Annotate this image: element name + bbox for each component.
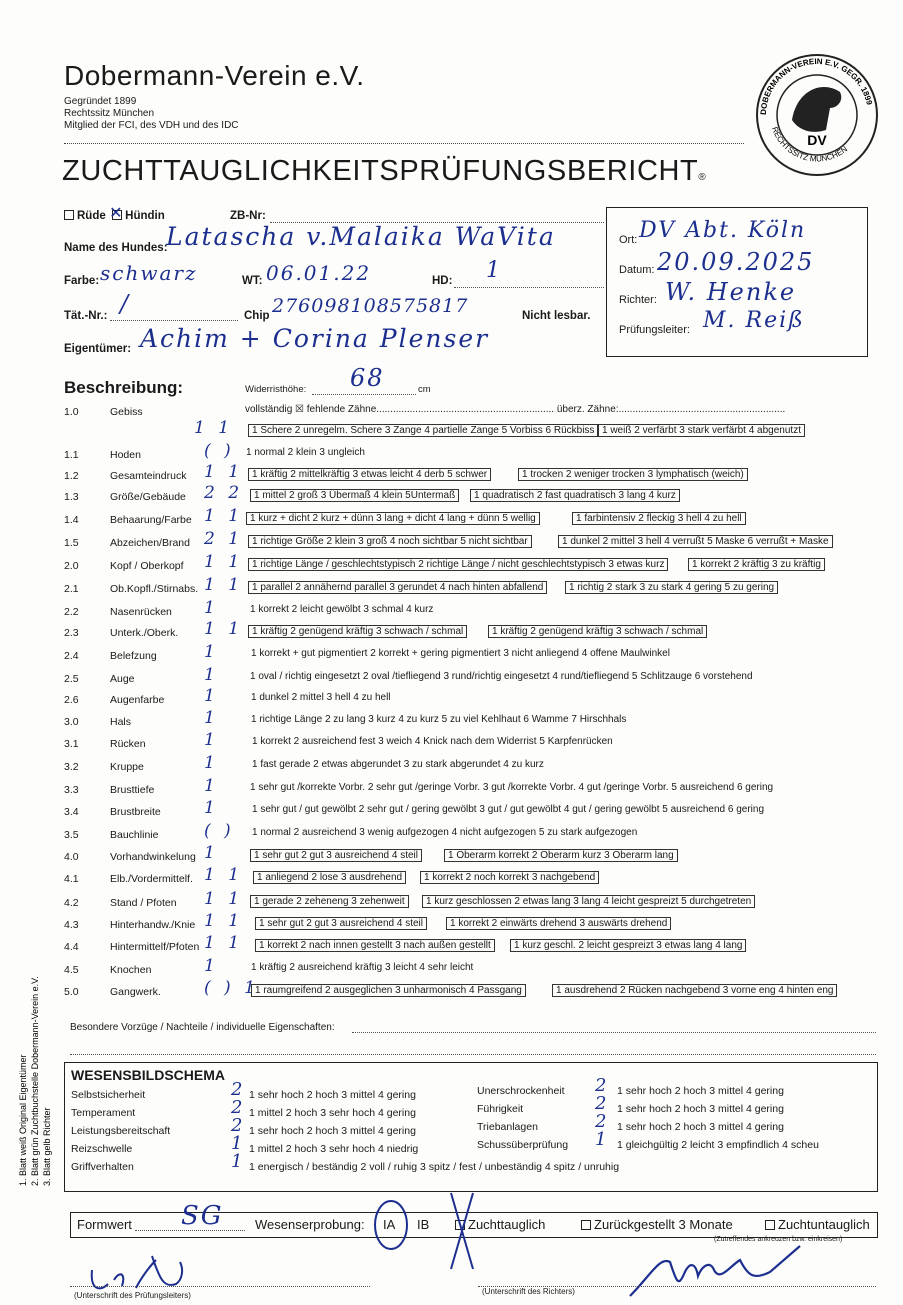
row-options[interactable]: 1 raumgreifend 2 ausgeglichen 3 unharmonisch 4 Passgang: [251, 984, 526, 997]
row-grade-mark[interactable]: 2 1: [204, 529, 244, 549]
sidebar-line-1: 1. Blatt weiß Original Eigentümer: [18, 1054, 28, 1186]
row-criterion: Abzeichen/Brand: [110, 537, 190, 549]
row-number: 4.2: [64, 897, 79, 909]
seal-top-text: DOBERMANN-VEREIN E.V. GEGR. 1899: [758, 56, 874, 116]
title-text: ZUCHTTAUGLICHKEITSPRÜFUNGSBERICHT: [62, 155, 699, 187]
temperament-grade-mark[interactable]: 2: [231, 1079, 245, 1100]
temperament-options[interactable]: 1 mittel 2 hoch 3 sehr hoch 4 gering: [249, 1107, 416, 1119]
description-row: [64, 462, 864, 488]
row-options[interactable]: 1 kräftig 2 mittelkräftig 3 etwas leicht 4 derb 5 schwer: [248, 468, 491, 481]
temperament-grade-mark[interactable]: 1: [231, 1133, 245, 1154]
row-grade-mark[interactable]: 1: [204, 753, 219, 773]
mark-instruction-note: (Zutreffendes ankreuzen bzw. einkreisen): [714, 1236, 843, 1243]
row-grade-mark[interactable]: 1: [204, 843, 219, 863]
row-number: 3.4: [64, 806, 79, 818]
judge-value[interactable]: W. Henke: [665, 278, 797, 306]
wesen-test-label: Wesenserprobung:: [255, 1217, 365, 1232]
row-options[interactable]: 1 gerade 2 zeheneng 3 zehenweit: [250, 895, 409, 908]
row-criterion: Kruppe: [110, 761, 144, 773]
row-options[interactable]: 1 kurz geschlossen 2 etwas lang 3 lang 4 leicht gespreizt 5 durchgetreten: [422, 895, 755, 908]
temperament-options[interactable]: 1 mittel 2 hoch 3 sehr hoch 4 niedrig: [249, 1143, 419, 1155]
row-grade-mark[interactable]: ( ) 1: [204, 978, 259, 998]
huendin-label: Hündin: [125, 210, 165, 222]
row-options[interactable]: 1 Oberarm korrekt 2 Oberarm kurz 3 Oberarm lang: [444, 849, 678, 862]
row-number: 1.3: [64, 491, 79, 503]
description-row: [64, 506, 864, 532]
row-options[interactable]: 1 weiß 2 verfärbt 3 stark verfärbt 4 abgenutzt: [598, 424, 805, 437]
row-criterion: Hinterhandw./Knie: [110, 919, 196, 931]
description-row: [64, 665, 864, 691]
club-seal-icon: [752, 50, 882, 180]
ia-option[interactable]: IA: [383, 1217, 396, 1232]
seal-dv: DV: [807, 132, 827, 148]
judge-signature-label: (Unterschrift des Richters): [482, 1287, 575, 1296]
ruede-checkbox: [64, 210, 74, 220]
row-grade-mark[interactable]: 1 1: [204, 462, 244, 482]
description-row: [64, 406, 864, 424]
row-options[interactable]: 1 sehr gut 2 gut 3 ausreichend 4 steil: [255, 917, 427, 930]
deferred-option[interactable]: Zurückgestellt 3 Monate: [581, 1217, 733, 1232]
temperament-options[interactable]: 1 sehr hoch 2 hoch 3 mittel 4 gering: [249, 1125, 416, 1137]
row-options[interactable]: 1 dunkel 2 mittel 3 hell 4 verrußt 5 Maske 6 verrußt + Maske: [558, 535, 833, 548]
row-options[interactable]: 1 oval / richtig eingesetzt 2 oval /tiefliegend 3 rund/richtig eingesetzt 4 rund/tiefliegend 5 Schlitzauge 6 vorstehend: [250, 671, 753, 682]
approved-cross-mark: [447, 1191, 477, 1271]
row-options[interactable]: 1 korrekt 2 noch korrekt 3 nachgebend: [420, 871, 599, 884]
temperament-trait-label: Unerschrockenheit: [477, 1085, 565, 1097]
ib-option[interactable]: IB: [417, 1217, 430, 1232]
row-criterion: Gangwerk.: [110, 986, 161, 998]
judge-signature: [620, 1236, 820, 1300]
huendin-checkbox: ✕: [109, 205, 123, 222]
temperament-grade-mark[interactable]: 2: [231, 1097, 245, 1118]
row-criterion: Rücken: [110, 738, 146, 750]
description-row: [64, 619, 864, 645]
temperament-grade-mark[interactable]: 1: [595, 1129, 609, 1150]
row-criterion: Gebiss: [110, 406, 143, 418]
sex-field[interactable]: [64, 205, 165, 222]
breeding-approved-option[interactable]: Zuchttauglich: [455, 1217, 545, 1232]
row-options[interactable]: 1 trocken 2 weniger trocken 3 lymphatisch (weich): [518, 468, 748, 481]
row-grade-mark[interactable]: 1: [204, 642, 219, 662]
row-number: 1.5: [64, 537, 79, 549]
row-options[interactable]: 1 quadratisch 2 fast quadratisch 3 lang 4 kurz: [470, 489, 680, 502]
description-row: [64, 798, 864, 824]
special-traits-label: Besondere Vorzüge / Nachteile / individuelle Eigenschaften:: [70, 1022, 335, 1033]
place-value[interactable]: DV Abt. Köln: [639, 218, 807, 243]
color-value[interactable]: schwarz: [100, 261, 198, 285]
row-grade-mark[interactable]: 1 1: [204, 911, 244, 931]
row-number: 1.1: [64, 449, 79, 461]
org-seat: Rechtssitz München: [64, 108, 155, 119]
row-number: 1.4: [64, 514, 79, 526]
exam-leader-signature: [80, 1240, 220, 1296]
description-row: [64, 418, 864, 444]
org-name: Dobermann-Verein e.V.: [64, 60, 365, 91]
exam-leader-value[interactable]: M. Reiß: [703, 308, 805, 333]
description-row: [64, 575, 864, 601]
sidebar-line-3: 3. Blatt gelb Richter: [42, 1107, 52, 1186]
row-number: 3.2: [64, 761, 79, 773]
row-number: 2.1: [64, 583, 79, 595]
row-number: 2.2: [64, 606, 79, 618]
row-number: 2.3: [64, 627, 79, 639]
exam-info-box: [606, 207, 868, 357]
row-options[interactable]: 1 korrekt 2 kräftig 3 zu kräftig: [688, 558, 825, 571]
chip-value[interactable]: 276098108575817: [272, 295, 469, 317]
row-options[interactable]: 1 farbintensiv 2 fleckig 3 hell 4 zu hell: [572, 512, 746, 525]
row-criterion: Vorhandwinkelung: [110, 851, 196, 863]
org-founded: Gegründet 1899: [64, 96, 137, 107]
description-row: [64, 776, 864, 802]
title-registered-mark: ®: [698, 172, 707, 183]
temperament-grade-mark[interactable]: 2: [595, 1093, 609, 1114]
result-bar: [70, 1201, 878, 1238]
description-row: [64, 978, 864, 1004]
row-grade-mark[interactable]: 1 1: [194, 418, 234, 438]
row-options[interactable]: 1 kräftig 2 genügend kräftig 3 schwach / schmal: [488, 625, 707, 638]
temperament-trait-label: Reizschwelle: [71, 1143, 133, 1155]
row-options[interactable]: 1 ausdrehend 2 Rücken nachgebend 3 vorne eng 4 hinten eng: [552, 984, 837, 997]
row-criterion: Ob.Kopfl./Stirnabs.: [110, 583, 199, 595]
row-options[interactable]: 1 kurz + dicht 2 kurz + dünn 3 lang + dicht 4 lang + dünn 5 wellig: [246, 512, 540, 525]
description-heading: Beschreibung:: [64, 378, 184, 397]
row-number: 5.0: [64, 986, 79, 998]
row-criterion: Hintermittelf/Pfoten: [110, 941, 200, 953]
row-options[interactable]: 1 dunkel 2 mittel 3 hell 4 zu hell: [251, 692, 391, 703]
taet-value[interactable]: /: [120, 290, 131, 318]
row-number: 3.1: [64, 738, 79, 750]
row-criterion: Brusttiefe: [110, 784, 155, 796]
row-criterion: Hals: [110, 716, 132, 728]
row-criterion: Größe/Gebäude: [110, 491, 186, 503]
row-grade-mark[interactable]: 1 1: [204, 619, 244, 639]
dog-name-label: Name des Hundes:: [64, 242, 168, 254]
temperament-options[interactable]: 1 gleichgültig 2 leicht 3 empfindlich 4 scheu: [617, 1139, 819, 1151]
owner-value[interactable]: Achim + Corina Plenser: [140, 324, 490, 353]
description-row: [64, 598, 864, 624]
row-options[interactable]: 1 sehr gut /korrekte Vorbr. 2 sehr gut /geringe Vorbr. 3 gut /korrekte Vorbr. 4 gut /geringe Vorbr. 5 ausreichend 6 gering: [250, 782, 774, 793]
row-grade-mark[interactable]: 1: [204, 956, 219, 976]
row-criterion: Knochen: [110, 964, 152, 976]
row-options[interactable]: 1 korrekt + gut pigmentiert 2 korrekt + gering pigmentiert 3 nicht anliegend 4 offene Maulwinkel: [251, 648, 670, 659]
row-grade-mark[interactable]: 1: [204, 776, 219, 796]
row-options[interactable]: 1 korrekt 2 ausreichend fest 3 weich 4 Knick nach dem Widerrist 5 Karpfenrücken: [252, 736, 613, 747]
row-options[interactable]: 1 sehr gut / gut gewölbt 2 sehr gut / gering gewölbt 3 gut / gut gewölbt 4 gut / gering gewölbt 5 ausreichend 6 gering: [252, 804, 765, 815]
row-options[interactable]: 1 mittel 2 groß 3 Übermaß 4 klein 5Untermaß: [250, 489, 459, 502]
temperament-trait-label: Leistungsbereitschaft: [71, 1125, 171, 1137]
description-row: [64, 933, 864, 959]
row-options[interactable]: 1 richtige Größe 2 klein 3 groß 4 noch sichtbar 5 nicht sichtbar: [248, 535, 532, 548]
description-row: [64, 889, 864, 915]
temperament-options[interactable]: 1 sehr hoch 2 hoch 3 mittel 4 gering: [249, 1089, 416, 1101]
row-grade-mark[interactable]: 1 1: [204, 575, 244, 595]
withers-value[interactable]: 68: [350, 364, 385, 392]
row-grade-mark[interactable]: 1: [204, 686, 219, 706]
row-grade-mark[interactable]: 1: [204, 798, 219, 818]
description-row: [64, 552, 864, 578]
ia-circle-mark: [371, 1197, 411, 1253]
withers-unit: cm: [418, 384, 431, 395]
row-options[interactable]: 1 kräftig 2 ausreichend kräftig 3 leicht 4 sehr leicht: [251, 962, 474, 973]
hd-label: HD:: [432, 275, 453, 287]
row-grade-mark[interactable]: 1 1: [204, 506, 244, 526]
row-criterion: Behaarung/Farbe: [110, 514, 192, 526]
row-options[interactable]: 1 korrekt 2 leicht gewölbt 3 schmal 4 kurz: [250, 604, 434, 615]
row-options[interactable]: 1 kurz geschl. 2 leicht gespreizt 3 etwas lang 4 lang: [510, 939, 746, 952]
dog-name-value[interactable]: Latascha v.Malaika WaVita: [166, 222, 556, 251]
row-number: 4.4: [64, 941, 79, 953]
row-options[interactable]: 1 richtige Länge / geschlechtstypisch 2 richtige Länge / nicht geschlechtstypisch 3 etwas kurz: [248, 558, 668, 571]
hd-value[interactable]: 1: [486, 258, 502, 283]
row-number: 2.6: [64, 694, 79, 706]
seal-bottom-text: RECHTSSITZ MÜNCHEN: [770, 125, 850, 164]
description-row: [64, 911, 864, 937]
row-options[interactable]: 1 richtig 2 stark 3 zu stark 4 gering 5 zu gering: [565, 581, 778, 594]
exam-leader-signature-label: (Unterschrift des Prüfungsleiters): [74, 1291, 191, 1300]
row-criterion: Unterk./Oberk.: [110, 627, 179, 639]
row-options[interactable]: 1 korrekt 2 nach innen gestellt 3 nach außen gestellt: [255, 939, 495, 952]
zb-label: ZB-Nr:: [230, 210, 266, 222]
temperament-box: [64, 1062, 878, 1192]
row-grade-mark[interactable]: 1 1: [204, 552, 244, 572]
row-criterion: Brustbreite: [110, 806, 161, 818]
temperament-trait-label: Selbstsicherheit: [71, 1089, 146, 1101]
row-grade-mark[interactable]: 2 2: [204, 483, 244, 503]
taet-label: Tät.-Nr.:: [64, 310, 108, 322]
description-row: [64, 529, 864, 555]
formwert-label: Formwert: [77, 1217, 132, 1232]
form-title: [62, 155, 706, 188]
description-row: [64, 642, 864, 668]
temperament-grade-mark[interactable]: 1: [231, 1151, 245, 1172]
temperament-trait-label: Triebanlagen: [477, 1121, 538, 1133]
row-number: 2.4: [64, 650, 79, 662]
row-criterion: Elb./Vordermittelf.: [110, 873, 193, 885]
row-criterion: Stand / Pfoten: [110, 897, 177, 909]
row-grade-mark[interactable]: ( ): [204, 441, 235, 461]
row-grade-mark[interactable]: 1: [204, 730, 219, 750]
row-grade-mark[interactable]: 1: [204, 708, 219, 728]
row-criterion: Auge: [110, 673, 135, 685]
row-criterion: Gesamteindruck: [110, 470, 187, 482]
temperament-grade-mark[interactable]: 2: [595, 1111, 609, 1132]
row-number: 1.0: [64, 406, 79, 418]
row-options[interactable]: 1 anliegend 2 lose 3 ausdrehend: [253, 871, 406, 884]
description-row: [64, 843, 864, 869]
temperament-options[interactable]: 1 sehr hoch 2 hoch 3 mittel 4 gering: [617, 1085, 784, 1097]
description-row: [64, 708, 864, 734]
color-label: Farbe:: [64, 275, 100, 287]
temperament-options[interactable]: 1 sehr hoch 2 hoch 3 mittel 4 gering: [617, 1103, 784, 1115]
owner-label: Eigentümer:: [64, 343, 132, 355]
row-options[interactable]: 1 kräftig 2 genügend kräftig 3 schwach / schmal: [248, 625, 467, 638]
row-options[interactable]: 1 normal 2 ausreichend 3 wenig aufgezogen 4 nicht aufgezogen 5 zu stark aufgezogen: [252, 827, 638, 838]
place-label: Ort:: [619, 234, 638, 246]
row-options[interactable]: 1 korrekt 2 einwärts drehend 3 auswärts drehend: [446, 917, 671, 930]
row-number: 1.2: [64, 470, 79, 482]
description-row: [64, 753, 864, 779]
wt-label: WT:: [242, 275, 263, 287]
row-grade-mark[interactable]: 1 1: [204, 865, 244, 885]
temperament-trait-label: Führigkeit: [477, 1103, 524, 1115]
row-number: 4.0: [64, 851, 79, 863]
withers-label: Widerristhöhe:: [245, 384, 307, 395]
description-row: [64, 483, 864, 509]
org-membership: Mitglied der FCI, des VDH und des IDC: [64, 120, 239, 131]
row-criterion: Hoden: [110, 449, 141, 461]
temperament-grade-mark[interactable]: 2: [595, 1075, 609, 1096]
description-row: [64, 956, 864, 982]
row-criterion: Nasenrücken: [110, 606, 172, 618]
temperament-trait-label: Griffverhalten: [71, 1161, 134, 1173]
temperament-trait-label: Schussüberprüfung: [477, 1139, 569, 1151]
row-number: 2.0: [64, 560, 79, 572]
row-options[interactable]: 1 normal 2 klein 3 ungleich: [246, 447, 365, 458]
row-number: 4.3: [64, 919, 79, 931]
row-number: 3.3: [64, 784, 79, 796]
row-options[interactable]: 1 Schere 2 unregelm. Schere 3 Zange 4 partielle Zange 5 Vorbiss 6 Rückbiss: [248, 424, 598, 437]
row-criterion: Augenfarbe: [110, 694, 165, 706]
date-label: Datum:: [619, 264, 655, 276]
temperament-trait-label: Temperament: [71, 1107, 136, 1119]
row-number: 2.5: [64, 673, 79, 685]
row-grade-mark[interactable]: 1 1: [204, 889, 244, 909]
wt-value[interactable]: 06.01.22: [266, 261, 372, 285]
temperament-grade-mark[interactable]: 2: [231, 1115, 245, 1136]
row-options[interactable]: vollständig ☒ fehlende Zähne................................................................ überz. Zähne:............................................................: [245, 404, 786, 415]
not-approved-option[interactable]: Zuchtuntauglich: [765, 1217, 870, 1232]
row-criterion: Belefzung: [110, 650, 157, 662]
row-grade-mark[interactable]: 1 1: [204, 933, 244, 953]
chip-label: Chip: [244, 310, 270, 322]
row-options[interactable]: 1 sehr gut 2 gut 3 ausreichend 4 steil: [250, 849, 422, 862]
row-options[interactable]: 1 fast gerade 2 etwas abgerundet 3 zu stark abgerundet 4 zu kurz: [252, 759, 544, 770]
formwert-value[interactable]: SG: [181, 1201, 224, 1231]
date-value[interactable]: 20.09.2025: [657, 248, 815, 276]
copy-distribution-note: [14, 880, 68, 1190]
temperament-heading: WESENSBILDSCHEMA: [71, 1067, 226, 1083]
row-number: 3.0: [64, 716, 79, 728]
row-options[interactable]: 1 richtige Länge 2 zu lang 3 kurz 4 zu kurz 5 zu viel Kehlhaut 6 Wamme 7 Hirschhals: [251, 714, 627, 725]
sidebar-line-2: 2. Blatt grün Zuchtbuchstelle Dobermann-Verein e.V.: [30, 976, 40, 1186]
row-grade-mark[interactable]: 1: [204, 665, 219, 685]
exam-leader-label: Prüfungsleiter:: [619, 324, 690, 336]
description-row: [64, 441, 864, 467]
row-criterion: Bauchlinie: [110, 829, 159, 841]
temperament-options[interactable]: 1 sehr hoch 2 hoch 3 mittel 4 gering: [617, 1121, 784, 1133]
description-row: [64, 865, 864, 891]
description-row: [64, 730, 864, 756]
row-options[interactable]: 1 parallel 2 annähernd parallel 3 gerundet 4 nach hinten abfallend: [248, 581, 547, 594]
temperament-options[interactable]: 1 energisch / beständig 2 voll / ruhig 3 spitz / fest / unbeständig 4 spitz / unruhig: [249, 1161, 620, 1173]
ruede-label: Rüde: [77, 210, 106, 222]
judge-label: Richter:: [619, 294, 657, 306]
description-row: [64, 821, 864, 847]
row-number: 3.5: [64, 829, 79, 841]
row-number: 4.1: [64, 873, 79, 885]
row-criterion: Kopf / Oberkopf: [110, 560, 184, 572]
row-grade-mark[interactable]: ( ): [204, 821, 235, 841]
description-row: [64, 686, 864, 712]
not-readable-label: Nicht lesbar.: [522, 310, 591, 322]
row-number: 4.5: [64, 964, 79, 976]
row-grade-mark[interactable]: 1: [204, 598, 219, 618]
